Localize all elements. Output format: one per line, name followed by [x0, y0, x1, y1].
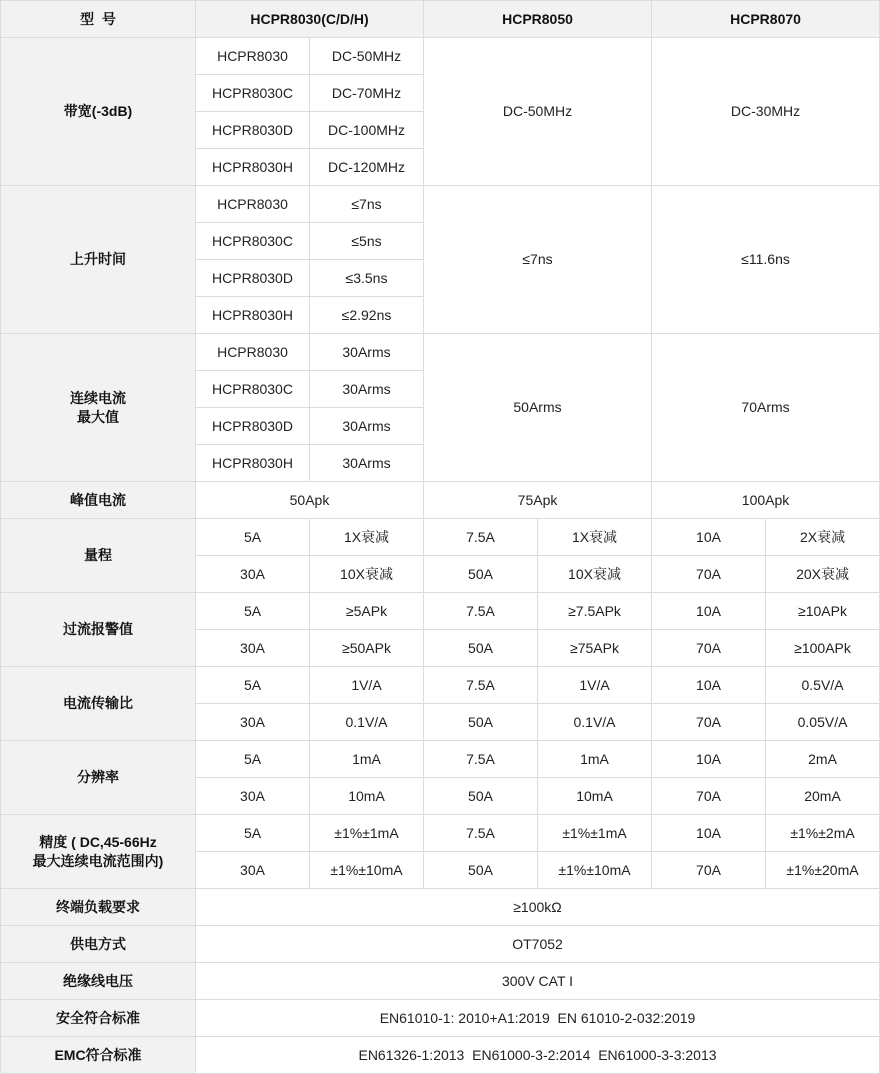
- overcurrent-cell: 10A: [652, 593, 766, 630]
- resolution-cell: 50A: [424, 778, 538, 815]
- table-row: [1, 741, 880, 778]
- insulation-voltage-value: 300V CAT I: [196, 963, 880, 1000]
- resolution-label: 分辨率: [1, 741, 196, 815]
- accuracy-cell: 70A: [652, 852, 766, 889]
- accuracy-label: [1, 815, 196, 889]
- continuous-current-model: HCPR8030C: [196, 371, 310, 408]
- overcurrent-cell: ≥50APk: [310, 630, 424, 667]
- overcurrent-cell: ≥100APk: [766, 630, 880, 667]
- overcurrent-cell: ≥75APk: [538, 630, 652, 667]
- bandwidth-value: DC-70MHz: [310, 75, 424, 112]
- table-row: [1, 38, 880, 75]
- table-row: [1, 1000, 880, 1037]
- table-row: [1, 519, 880, 556]
- continuous-current-label-line2: 最大值: [77, 408, 119, 425]
- transfer-ratio-cell: 30A: [196, 704, 310, 741]
- range-cell: 50A: [424, 556, 538, 593]
- table-row: [1, 593, 880, 630]
- bandwidth-value: DC-50MHz: [310, 38, 424, 75]
- resolution-cell: 1mA: [538, 741, 652, 778]
- rise-time-model: HCPR8030: [196, 186, 310, 223]
- termination-load-value: ≥100kΩ: [196, 889, 880, 926]
- bandwidth-model: HCPR8030C: [196, 75, 310, 112]
- transfer-ratio-cell: 0.5V/A: [766, 667, 880, 704]
- power-supply-label: 供电方式: [1, 926, 196, 963]
- table-row: [1, 889, 880, 926]
- continuous-current-label: [1, 334, 196, 482]
- peak-current-hcpr8030: 50Apk: [196, 482, 424, 519]
- transfer-ratio-cell: 1V/A: [310, 667, 424, 704]
- continuous-current-value: 30Arms: [310, 408, 424, 445]
- accuracy-cell: 10A: [652, 815, 766, 852]
- rise-time-model: HCPR8030C: [196, 223, 310, 260]
- rise-time-hcpr8050: ≤7ns: [424, 186, 652, 334]
- resolution-cell: 10mA: [538, 778, 652, 815]
- transfer-ratio-cell: 1V/A: [538, 667, 652, 704]
- overcurrent-cell: ≥10APk: [766, 593, 880, 630]
- continuous-current-value: 30Arms: [310, 445, 424, 482]
- range-cell: 30A: [196, 556, 310, 593]
- bandwidth-model: HCPR8030: [196, 38, 310, 75]
- continuous-current-value: 30Arms: [310, 334, 424, 371]
- overcurrent-cell: 70A: [652, 630, 766, 667]
- accuracy-cell: ±1%±10mA: [538, 852, 652, 889]
- header-hcpr8050: HCPR8050: [424, 1, 652, 38]
- header-label: 型 号: [1, 1, 196, 38]
- bandwidth-label: 带宽(-3dB): [1, 38, 196, 186]
- continuous-current-hcpr8070: 70Arms: [652, 334, 880, 482]
- range-cell: 1X衰减: [310, 519, 424, 556]
- header-hcpr8030: HCPR8030(C/D/H): [196, 1, 424, 38]
- range-cell: 7.5A: [424, 519, 538, 556]
- transfer-ratio-label: 电流传输比: [1, 667, 196, 741]
- table-row: [1, 963, 880, 1000]
- table-row: [1, 482, 880, 519]
- transfer-ratio-cell: 10A: [652, 667, 766, 704]
- rise-time-value: ≤2.92ns: [310, 297, 424, 334]
- overcurrent-cell: 7.5A: [424, 593, 538, 630]
- accuracy-cell: ±1%±1mA: [310, 815, 424, 852]
- transfer-ratio-cell: 0.1V/A: [310, 704, 424, 741]
- transfer-ratio-cell: 0.1V/A: [538, 704, 652, 741]
- overcurrent-cell: 5A: [196, 593, 310, 630]
- emc-standard-label: EMC符合标准: [1, 1037, 196, 1074]
- accuracy-cell: ±1%±1mA: [538, 815, 652, 852]
- continuous-current-hcpr8050: 50Arms: [424, 334, 652, 482]
- continuous-current-label-line1: 连续电流: [70, 389, 126, 406]
- rise-time-value: ≤5ns: [310, 223, 424, 260]
- resolution-cell: 5A: [196, 741, 310, 778]
- resolution-cell: 10A: [652, 741, 766, 778]
- safety-standard-label: 安全符合标准: [1, 1000, 196, 1037]
- header-hcpr8070: HCPR8070: [652, 1, 880, 38]
- rise-time-model: HCPR8030D: [196, 260, 310, 297]
- table-row: [1, 667, 880, 704]
- power-supply-value: OT7052: [196, 926, 880, 963]
- accuracy-label-line2: 最大连续电流范围内): [32, 852, 164, 869]
- rise-time-value: ≤7ns: [310, 186, 424, 223]
- accuracy-cell: 50A: [424, 852, 538, 889]
- accuracy-cell: ±1%±10mA: [310, 852, 424, 889]
- bandwidth-hcpr8050: DC-50MHz: [424, 38, 652, 186]
- continuous-current-model: HCPR8030: [196, 334, 310, 371]
- overcurrent-cell: ≥5APk: [310, 593, 424, 630]
- accuracy-cell: ±1%±2mA: [766, 815, 880, 852]
- overcurrent-cell: ≥7.5APk: [538, 593, 652, 630]
- rise-time-label: 上升时间: [1, 186, 196, 334]
- accuracy-cell: ±1%±20mA: [766, 852, 880, 889]
- table-row: [1, 334, 880, 371]
- resolution-cell: 7.5A: [424, 741, 538, 778]
- transfer-ratio-cell: 0.05V/A: [766, 704, 880, 741]
- range-cell: 70A: [652, 556, 766, 593]
- safety-standard-value: EN61010-1: 2010+A1:2019 EN 61010-2-032:2019: [196, 1000, 880, 1037]
- continuous-current-value: 30Arms: [310, 371, 424, 408]
- transfer-ratio-cell: 50A: [424, 704, 538, 741]
- rise-time-model: HCPR8030H: [196, 297, 310, 334]
- continuous-current-model: HCPR8030H: [196, 445, 310, 482]
- range-cell: 5A: [196, 519, 310, 556]
- range-cell: 2X衰减: [766, 519, 880, 556]
- range-cell: 10X衰减: [538, 556, 652, 593]
- table-row: [1, 926, 880, 963]
- bandwidth-hcpr8070: DC-30MHz: [652, 38, 880, 186]
- peak-current-hcpr8050: 75Apk: [424, 482, 652, 519]
- range-cell: 1X衰减: [538, 519, 652, 556]
- transfer-ratio-cell: 5A: [196, 667, 310, 704]
- resolution-cell: 70A: [652, 778, 766, 815]
- overcurrent-label: 过流报警值: [1, 593, 196, 667]
- emc-standard-value: EN61326-1:2013 EN61000-3-2:2014 EN61000-3-3:2013: [196, 1037, 880, 1074]
- overcurrent-cell: 30A: [196, 630, 310, 667]
- bandwidth-value: DC-100MHz: [310, 112, 424, 149]
- transfer-ratio-cell: 70A: [652, 704, 766, 741]
- header-row: [1, 1, 880, 38]
- range-cell: 10A: [652, 519, 766, 556]
- resolution-cell: 2mA: [766, 741, 880, 778]
- bandwidth-model: HCPR8030H: [196, 149, 310, 186]
- overcurrent-cell: 50A: [424, 630, 538, 667]
- bandwidth-model: HCPR8030D: [196, 112, 310, 149]
- peak-current-hcpr8070: 100Apk: [652, 482, 880, 519]
- table-row: [1, 1037, 880, 1074]
- peak-current-label: 峰值电流: [1, 482, 196, 519]
- resolution-cell: 30A: [196, 778, 310, 815]
- bandwidth-value: DC-120MHz: [310, 149, 424, 186]
- resolution-cell: 1mA: [310, 741, 424, 778]
- accuracy-cell: 30A: [196, 852, 310, 889]
- accuracy-cell: 7.5A: [424, 815, 538, 852]
- accuracy-label-line1: 精度 ( DC,45-66Hz: [39, 833, 157, 850]
- range-cell: 10X衰减: [310, 556, 424, 593]
- insulation-voltage-label: 绝缘线电压: [1, 963, 196, 1000]
- range-label: 量程: [1, 519, 196, 593]
- table-row: [1, 186, 880, 223]
- continuous-current-model: HCPR8030D: [196, 408, 310, 445]
- rise-time-hcpr8070: ≤11.6ns: [652, 186, 880, 334]
- range-cell: 20X衰减: [766, 556, 880, 593]
- rise-time-value: ≤3.5ns: [310, 260, 424, 297]
- accuracy-cell: 5A: [196, 815, 310, 852]
- resolution-cell: 10mA: [310, 778, 424, 815]
- resolution-cell: 20mA: [766, 778, 880, 815]
- transfer-ratio-cell: 7.5A: [424, 667, 538, 704]
- termination-load-label: 终端负载要求: [1, 889, 196, 926]
- table-row: [1, 815, 880, 852]
